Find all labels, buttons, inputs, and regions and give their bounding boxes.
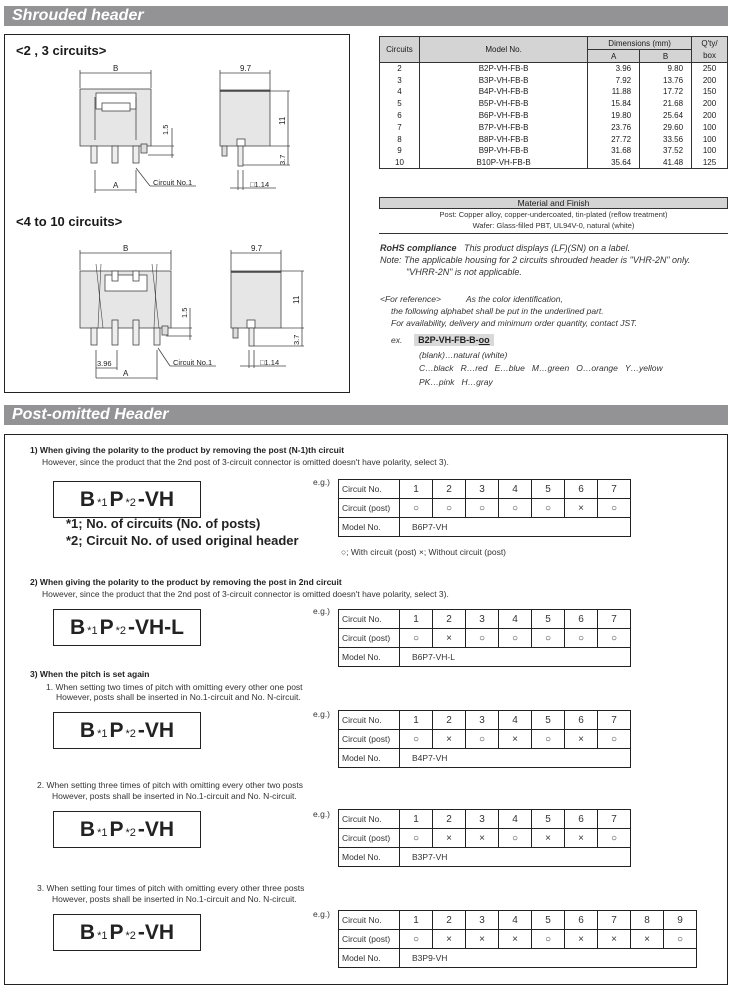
table-row bbox=[380, 86, 728, 98]
post-status: ○ bbox=[598, 829, 631, 848]
post-status: × bbox=[565, 730, 598, 749]
case-subtitle: However, since the product that the 2nd post of 3-circuit connector is omitted doesn't have polarity, select 3). bbox=[42, 457, 449, 467]
circuit-number: 2 bbox=[433, 711, 466, 730]
footnote-1: *1; No. of circuits (No. of posts) bbox=[66, 516, 261, 531]
post-status: × bbox=[433, 629, 466, 648]
circuit-number: 4 bbox=[499, 810, 532, 829]
post-table bbox=[338, 609, 631, 667]
circuit-number: 6 bbox=[565, 610, 598, 629]
col-qty-box: box bbox=[692, 50, 728, 63]
reference-line2: the following alphabet shall be put in the underlined part. bbox=[391, 306, 604, 316]
row-label-model-no: Model No. bbox=[339, 949, 400, 968]
svg-text:Circuit No.1: Circuit No.1 bbox=[173, 358, 213, 367]
reference-line1: As the color identification, bbox=[466, 294, 563, 304]
circuit-number: 6 bbox=[565, 911, 598, 930]
cell-b: 41.48 bbox=[640, 157, 692, 169]
case-subtitle-2: However, posts shall be inserted in No.1-circuit and No. N-circuit. bbox=[52, 791, 297, 801]
svg-text:A: A bbox=[123, 369, 129, 378]
circuit-number: 4 bbox=[499, 711, 532, 730]
cell-qty: 100 bbox=[692, 145, 728, 157]
cell-circuits: 4 bbox=[380, 86, 420, 98]
svg-text:3.7: 3.7 bbox=[292, 334, 301, 345]
cell-qty: 100 bbox=[692, 121, 728, 133]
cell-qty: 200 bbox=[692, 98, 728, 110]
post-status: × bbox=[532, 829, 565, 848]
cell-circuits: 7 bbox=[380, 121, 420, 133]
footnote-2: *2; Circuit No. of used original header bbox=[66, 533, 299, 548]
model-formula: B *1P *2-VH bbox=[53, 811, 201, 848]
cell-model: B6P-VH-FB-B bbox=[419, 110, 587, 122]
cell-model: B3P-VH-FB-B bbox=[419, 74, 587, 86]
circuit-number: 5 bbox=[532, 480, 565, 499]
post-status: ○ bbox=[433, 499, 466, 518]
eg-label: e.g.) bbox=[313, 909, 331, 919]
col-model: Model No. bbox=[419, 37, 587, 63]
circuit-number: 1 bbox=[400, 610, 433, 629]
col-dimensions: Dimensions (mm) bbox=[588, 37, 692, 50]
section-title-shrouded-header: Shrouded header bbox=[4, 6, 728, 26]
row-label-model-no: Model No. bbox=[339, 518, 400, 537]
cell-b: 17.72 bbox=[640, 86, 692, 98]
row-label-circuit-post: Circuit (post) bbox=[339, 499, 400, 518]
cell-a: 23.76 bbox=[588, 121, 640, 133]
svg-text:□1.14: □1.14 bbox=[260, 358, 280, 367]
table-row bbox=[380, 145, 728, 157]
cell-model: B8P-VH-FB-B bbox=[419, 133, 587, 145]
post-status: × bbox=[466, 829, 499, 848]
post-status: × bbox=[499, 930, 532, 949]
circuit-number: 8 bbox=[631, 911, 664, 930]
circuit-number: 7 bbox=[598, 480, 631, 499]
cell-b: 13.76 bbox=[640, 74, 692, 86]
cell-circuits: 3 bbox=[380, 74, 420, 86]
circuit-number: 1 bbox=[400, 711, 433, 730]
post-status: × bbox=[433, 930, 466, 949]
post-table bbox=[338, 479, 631, 537]
svg-text:11: 11 bbox=[292, 295, 301, 304]
table-row bbox=[380, 63, 728, 75]
row-label-circuit-no: Circuit No. bbox=[339, 810, 400, 829]
table-row bbox=[380, 74, 728, 86]
circuit-number: 1 bbox=[400, 480, 433, 499]
circuit-number: 4 bbox=[499, 911, 532, 930]
reference-label: <For reference> bbox=[380, 294, 441, 304]
circuit-number: 3 bbox=[466, 911, 499, 930]
svg-text:9.7: 9.7 bbox=[240, 64, 252, 73]
case-subtitle: 2. When setting three times of pitch with omitting every other two posts bbox=[37, 780, 303, 790]
circuit-number: 3 bbox=[466, 480, 499, 499]
post-status: ○ bbox=[532, 499, 565, 518]
post-status: × bbox=[565, 499, 598, 518]
model-formula: B *1P *2-VH bbox=[53, 914, 201, 951]
circuit-number: 2 bbox=[433, 610, 466, 629]
cell-model: B4P-VH-FB-B bbox=[419, 86, 587, 98]
case-subtitle: However, since the product that the 2nd post of 3-circuit connector is omitted doesn't have polarity, select 3). bbox=[42, 589, 449, 599]
row-label-circuit-post: Circuit (post) bbox=[339, 730, 400, 749]
svg-text:B: B bbox=[123, 244, 129, 253]
cell-circuits: 9 bbox=[380, 145, 420, 157]
post-status: ○ bbox=[499, 629, 532, 648]
row-label-model-no: Model No. bbox=[339, 749, 400, 768]
cell-qty: 150 bbox=[692, 86, 728, 98]
cell-qty: 100 bbox=[692, 133, 728, 145]
model-formula: B *1P *2-VH bbox=[53, 481, 201, 518]
circuit-number: 6 bbox=[565, 480, 598, 499]
case-subtitle: 1. When setting two times of pitch with omitting every other one post bbox=[46, 682, 303, 692]
cell-a: 15.84 bbox=[588, 98, 640, 110]
example-model: B2P-VH-FB-B-oo bbox=[414, 334, 494, 346]
col-b: B bbox=[640, 50, 692, 63]
circuit-number: 7 bbox=[598, 810, 631, 829]
post-status: × bbox=[598, 930, 631, 949]
col-a: A bbox=[588, 50, 640, 63]
cell-b: 33.56 bbox=[640, 133, 692, 145]
circuit-number: 1 bbox=[400, 810, 433, 829]
cell-a: 35.64 bbox=[588, 157, 640, 169]
circuit-number: 5 bbox=[532, 810, 565, 829]
legend: ○; With circuit (post) ×; Without circuit (post) bbox=[341, 547, 507, 557]
material-wafer: Wafer: Glass-filled PBT, UL94V-0, natural (white) bbox=[472, 221, 635, 230]
post-status: ○ bbox=[532, 629, 565, 648]
cell-b: 29.60 bbox=[640, 121, 692, 133]
circuit-number: 2 bbox=[433, 810, 466, 829]
color-codes-1: C…black R…red E…blue M…green O…orange Y…yellow bbox=[419, 363, 663, 373]
cell-a: 31.68 bbox=[588, 145, 640, 157]
row-label-circuit-no: Circuit No. bbox=[339, 610, 400, 629]
model-number: B6P7-VH bbox=[400, 518, 631, 537]
model-number: B3P7-VH bbox=[400, 848, 631, 867]
reference-line3: For availability, delivery and minimum order quantity, contact JST. bbox=[391, 318, 637, 328]
row-label-circuit-no: Circuit No. bbox=[339, 911, 400, 930]
post-status: × bbox=[466, 930, 499, 949]
post-status: ○ bbox=[532, 930, 565, 949]
case-subtitle-2: However, posts shall be inserted in No.1-circuit and No. N-circuit. bbox=[52, 894, 297, 904]
row-label-model-no: Model No. bbox=[339, 648, 400, 667]
ex-label: ex. bbox=[391, 335, 403, 345]
post-status: ○ bbox=[400, 930, 433, 949]
circuit-number: 2 bbox=[433, 911, 466, 930]
post-status: ○ bbox=[499, 499, 532, 518]
spec-table bbox=[379, 36, 728, 169]
eg-label: e.g.) bbox=[313, 477, 331, 487]
svg-text:3.7: 3.7 bbox=[278, 154, 287, 165]
case-title: 1) When giving the polarity to the product by removing the post (N-1)th circuit bbox=[30, 445, 345, 455]
cell-circuits: 5 bbox=[380, 98, 420, 110]
post-status: ○ bbox=[598, 629, 631, 648]
circuit-number: 1 bbox=[400, 911, 433, 930]
table-row bbox=[380, 121, 728, 133]
cell-qty: 250 bbox=[692, 63, 728, 75]
svg-text:9.7: 9.7 bbox=[251, 244, 263, 253]
post-status: ○ bbox=[466, 499, 499, 518]
post-status: × bbox=[499, 730, 532, 749]
post-status: × bbox=[433, 730, 466, 749]
circuit-number: 3 bbox=[466, 810, 499, 829]
case-subtitle: 3. When setting four times of pitch with omitting every other three posts bbox=[37, 883, 305, 893]
post-table bbox=[338, 710, 631, 768]
cell-a: 27.72 bbox=[588, 133, 640, 145]
svg-text:1.5: 1.5 bbox=[161, 124, 170, 135]
cell-b: 21.68 bbox=[640, 98, 692, 110]
row-label-circuit-no: Circuit No. bbox=[339, 480, 400, 499]
cell-circuits: 10 bbox=[380, 157, 420, 169]
cell-model: B7P-VH-FB-B bbox=[419, 121, 587, 133]
post-status: × bbox=[565, 829, 598, 848]
material-title: Material and Finish bbox=[379, 197, 728, 209]
post-status: ○ bbox=[565, 629, 598, 648]
case-title: 3) When the pitch is set again bbox=[30, 669, 150, 679]
svg-text:3.96: 3.96 bbox=[97, 359, 112, 368]
section-title-post-omitted: Post-omitted Header bbox=[4, 405, 728, 425]
circuit-number: 3 bbox=[466, 711, 499, 730]
front-view-small bbox=[80, 70, 196, 193]
svg-text:11: 11 bbox=[278, 116, 287, 125]
case-subtitle-2: However, posts shall be inserted in No.1-circuit and No. N-circuit. bbox=[56, 692, 301, 702]
model-number: B4P7-VH bbox=[400, 749, 631, 768]
cell-model: B9P-VH-FB-B bbox=[419, 145, 587, 157]
circuit-number: 7 bbox=[598, 711, 631, 730]
circuit-number: 7 bbox=[598, 911, 631, 930]
col-circuits: Circuits bbox=[380, 37, 420, 63]
circuit-number: 7 bbox=[598, 610, 631, 629]
eg-label: e.g.) bbox=[313, 709, 331, 719]
svg-text:1.5: 1.5 bbox=[180, 307, 189, 318]
cell-qty: 200 bbox=[692, 74, 728, 86]
material-body bbox=[379, 209, 728, 234]
circuit-number: 4 bbox=[499, 480, 532, 499]
svg-text:Circuit No.1: Circuit No.1 bbox=[153, 178, 193, 187]
color-codes-2: PK…pink H…gray bbox=[419, 377, 493, 387]
post-status: × bbox=[631, 930, 664, 949]
row-label-circuit-post: Circuit (post) bbox=[339, 629, 400, 648]
case-title: 2) When giving the polarity to the product by removing the post in 2nd circuit bbox=[30, 577, 342, 587]
model-number: B3P9-VH bbox=[400, 949, 697, 968]
circuit-number: 5 bbox=[532, 610, 565, 629]
post-table bbox=[338, 910, 697, 968]
cell-b: 37.52 bbox=[640, 145, 692, 157]
cell-qty: 200 bbox=[692, 110, 728, 122]
drawing-title-large: <4 to 10 circuits> bbox=[16, 214, 123, 229]
post-status: ○ bbox=[532, 730, 565, 749]
circuit-number: 5 bbox=[532, 711, 565, 730]
post-status: ○ bbox=[466, 629, 499, 648]
post-status: ○ bbox=[466, 730, 499, 749]
side-view-large bbox=[231, 250, 304, 368]
circuit-number: 4 bbox=[499, 610, 532, 629]
eg-label: e.g.) bbox=[313, 809, 331, 819]
model-number: B6P7-VH-L bbox=[400, 648, 631, 667]
post-table bbox=[338, 809, 631, 867]
color-blank: (blank)…natural (white) bbox=[419, 350, 508, 360]
post-status: ○ bbox=[598, 730, 631, 749]
circuit-number: 9 bbox=[664, 911, 697, 930]
post-status: ○ bbox=[400, 629, 433, 648]
cell-circuits: 8 bbox=[380, 133, 420, 145]
cell-a: 11.88 bbox=[588, 86, 640, 98]
circuit-number: 6 bbox=[565, 810, 598, 829]
cell-circuits: 6 bbox=[380, 110, 420, 122]
circuit-number: 2 bbox=[433, 480, 466, 499]
cell-model: B2P-VH-FB-B bbox=[419, 63, 587, 75]
note-line1: Note: The applicable housing for 2 circuits shrouded header is "VHR-2N" only. bbox=[380, 255, 691, 265]
side-view-small bbox=[220, 70, 290, 190]
cell-model: B5P-VH-FB-B bbox=[419, 98, 587, 110]
cell-b: 25.64 bbox=[640, 110, 692, 122]
drawing-title-small: <2 , 3 circuits> bbox=[16, 43, 107, 58]
connector-drawing bbox=[0, 0, 350, 395]
circuit-number: 5 bbox=[532, 911, 565, 930]
rohs-note bbox=[380, 243, 630, 253]
table-row bbox=[380, 133, 728, 145]
note-line2: "VHRR-2N" is not applicable. bbox=[406, 267, 522, 277]
cell-a: 3.96 bbox=[588, 63, 640, 75]
row-label-circuit-no: Circuit No. bbox=[339, 711, 400, 730]
post-status: ○ bbox=[499, 829, 532, 848]
post-status: ○ bbox=[598, 499, 631, 518]
rohs-text: This product displays (LF)(SN) on a label. bbox=[464, 243, 631, 253]
post-status: × bbox=[565, 930, 598, 949]
post-status: ○ bbox=[664, 930, 697, 949]
circuit-number: 3 bbox=[466, 610, 499, 629]
post-status: ○ bbox=[400, 499, 433, 518]
svg-text:A: A bbox=[113, 181, 119, 190]
cell-qty: 125 bbox=[692, 157, 728, 169]
cell-a: 19.80 bbox=[588, 110, 640, 122]
row-label-circuit-post: Circuit (post) bbox=[339, 829, 400, 848]
circuit-number: 6 bbox=[565, 711, 598, 730]
model-formula: B *1P *2-VH bbox=[53, 712, 201, 749]
cell-b: 9.80 bbox=[640, 63, 692, 75]
eg-label: e.g.) bbox=[313, 606, 331, 616]
col-qty: Q'ty/ bbox=[692, 37, 728, 50]
table-row bbox=[380, 157, 728, 169]
table-row bbox=[380, 110, 728, 122]
rohs-label: RoHS compliance bbox=[380, 243, 457, 253]
reference-example bbox=[391, 335, 494, 345]
table-row bbox=[380, 98, 728, 110]
cell-a: 7.92 bbox=[588, 74, 640, 86]
post-status: ○ bbox=[400, 829, 433, 848]
row-label-model-no: Model No. bbox=[339, 848, 400, 867]
svg-text:B: B bbox=[113, 64, 119, 73]
post-status: ○ bbox=[400, 730, 433, 749]
model-formula: B *1P *2-VH-L bbox=[53, 609, 201, 646]
cell-circuits: 2 bbox=[380, 63, 420, 75]
material-post: Post: Copper alloy, copper-undercoated, tin-plated (reflow treatment) bbox=[439, 210, 668, 219]
post-status: × bbox=[433, 829, 466, 848]
cell-model: B10P-VH-FB-B bbox=[419, 157, 587, 169]
row-label-circuit-post: Circuit (post) bbox=[339, 930, 400, 949]
svg-text:□1.14: □1.14 bbox=[250, 180, 270, 189]
